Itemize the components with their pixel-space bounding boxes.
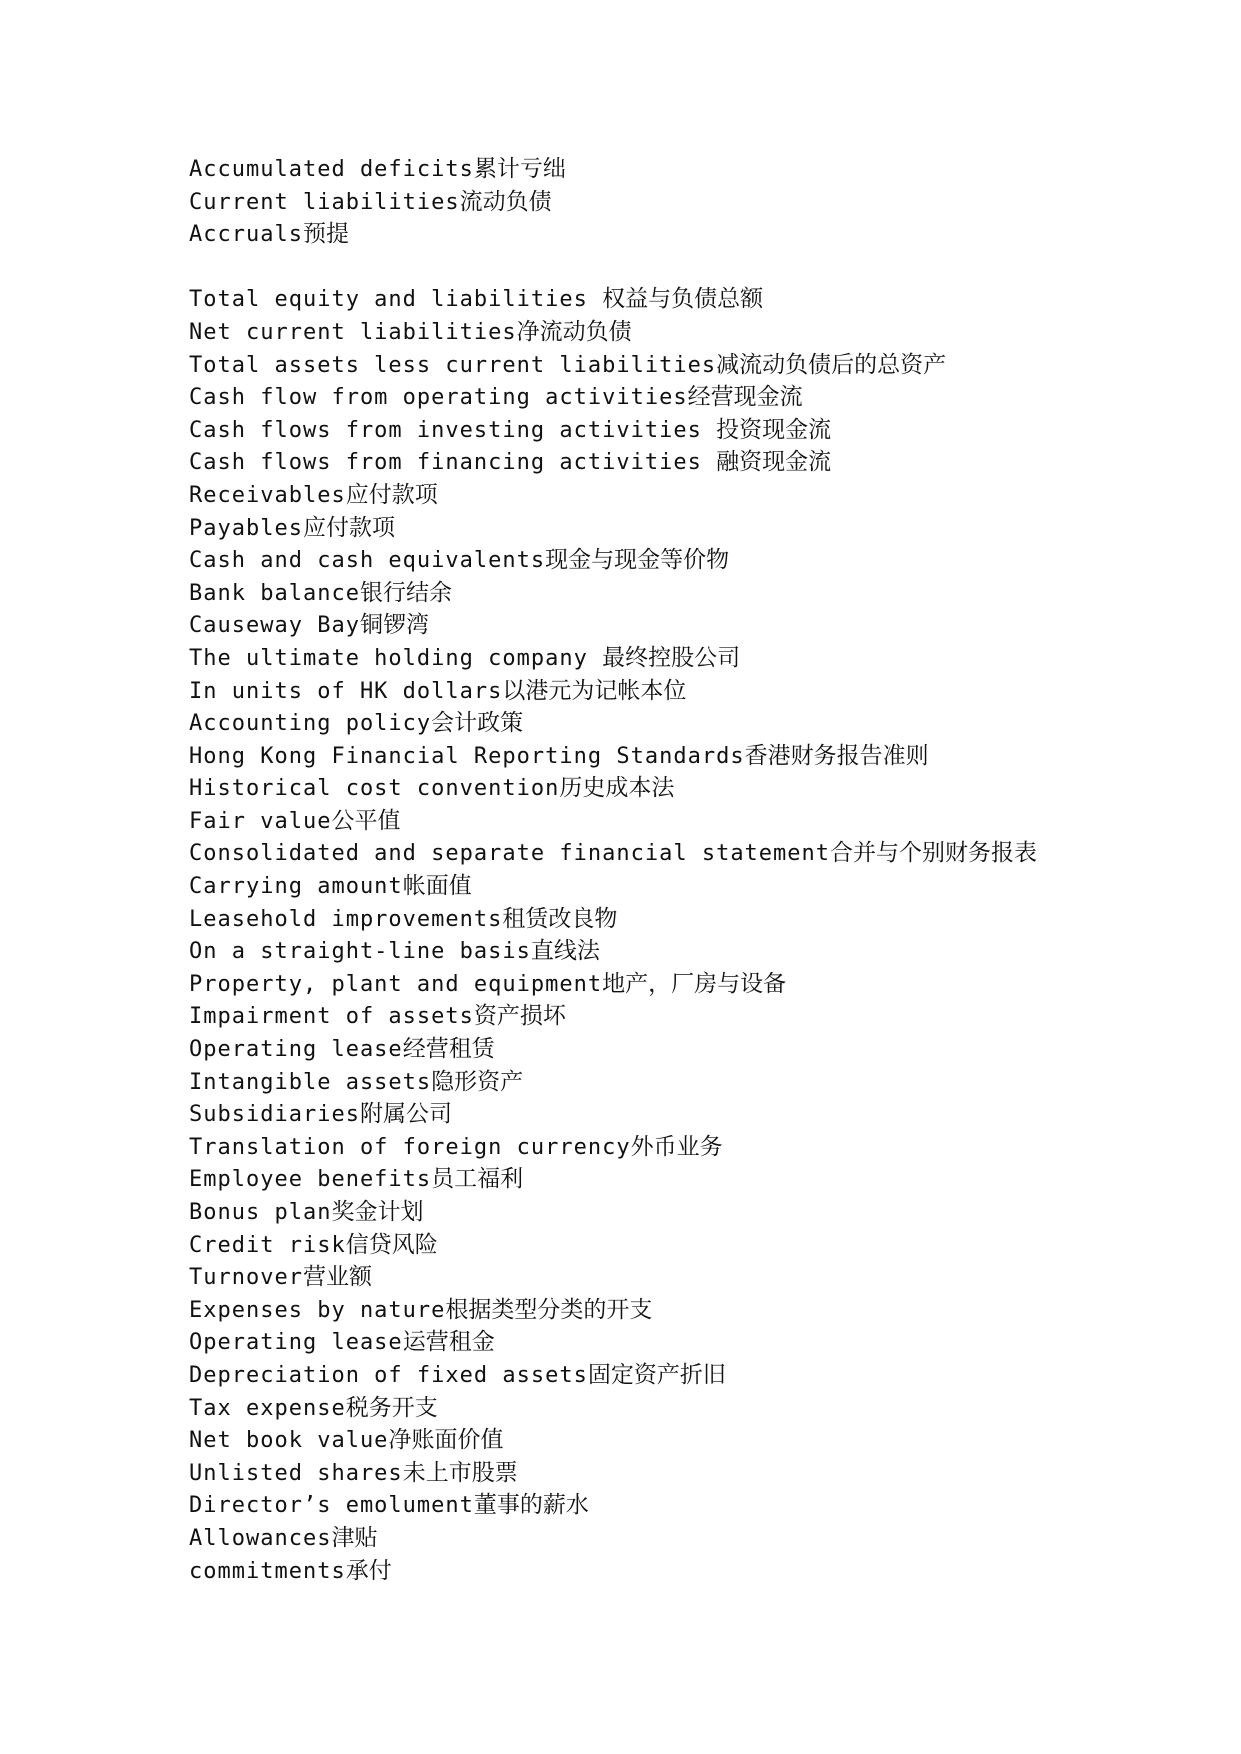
glossary-line <box>189 1098 1189 1131</box>
english-term: Turnover <box>189 1265 303 1291</box>
glossary-line <box>189 1196 1189 1229</box>
glossary-line <box>189 1000 1189 1033</box>
glossary-line <box>189 1294 1189 1327</box>
chinese-term: 经营租赁 <box>402 1036 495 1063</box>
glossary-line <box>189 837 1189 870</box>
glossary-line <box>189 349 1189 382</box>
glossary-line <box>189 1522 1189 1555</box>
english-term: Hong Kong Financial Reporting Standards <box>189 743 745 769</box>
glossary-line <box>189 1163 1189 1196</box>
chinese-term: 历史成本法 <box>559 775 675 802</box>
glossary-line <box>189 512 1189 545</box>
english-term: The ultimate holding company <box>189 645 603 671</box>
english-term: Cash flows from financing activities <box>189 450 717 476</box>
chinese-term: 根据类型分类的开支 <box>445 1296 653 1323</box>
glossary-line <box>189 707 1189 740</box>
english-term: Director’s emolument <box>189 1493 474 1519</box>
blank-line <box>189 251 1189 284</box>
chinese-term: 应付款项 <box>302 514 395 541</box>
glossary-line <box>189 609 1189 642</box>
english-term: Employee benefits <box>189 1167 432 1193</box>
english-term: Total equity and liabilities <box>189 287 603 313</box>
english-term: Carrying amount <box>189 874 403 900</box>
glossary-line <box>189 1424 1189 1457</box>
glossary-line <box>189 805 1189 838</box>
glossary-line <box>189 218 1189 251</box>
english-term: Subsidiaries <box>189 1102 360 1128</box>
glossary-line <box>189 772 1189 805</box>
chinese-term: 应付款项 <box>345 481 438 508</box>
glossary-line <box>189 1359 1189 1392</box>
english-term: Net current liabilities <box>189 319 517 345</box>
english-term: commitments <box>189 1558 346 1584</box>
chinese-term: 资产损坏 <box>473 1003 566 1030</box>
chinese-term: 奖金计划 <box>331 1199 424 1225</box>
chinese-term: 净账面价值 <box>388 1427 504 1454</box>
english-term: Historical cost convention <box>189 776 560 802</box>
chinese-term: 直线法 <box>530 938 600 965</box>
glossary-line <box>189 1229 1189 1262</box>
chinese-term: 现金与现金等价物 <box>545 547 730 574</box>
english-term: In units of HK dollars <box>189 678 503 704</box>
english-term: Accruals <box>189 222 303 248</box>
chinese-term: 税务开支 <box>345 1394 438 1421</box>
glossary-term-list <box>189 153 1189 1587</box>
glossary-line <box>189 675 1189 708</box>
chinese-term: 津贴 <box>331 1524 378 1551</box>
english-term: Receivables <box>189 482 346 508</box>
chinese-term: 最终控股公司 <box>602 644 741 671</box>
glossary-line <box>189 1033 1189 1066</box>
english-term: Expenses by nature <box>189 1297 446 1323</box>
chinese-term: 帐面值 <box>402 873 472 900</box>
chinese-term: 董事的薪水 <box>473 1492 589 1519</box>
glossary-line <box>189 577 1189 610</box>
english-term: Cash flows from investing activities <box>189 417 717 443</box>
chinese-term: 租赁改良物 <box>502 905 618 932</box>
english-term: Operating lease <box>189 1330 403 1356</box>
chinese-term: 合并与个别财务报表 <box>830 840 1038 867</box>
chinese-term: 权益与负债总额 <box>602 286 764 313</box>
english-term: Accounting policy <box>189 711 432 737</box>
chinese-term: 净流动负债 <box>516 318 632 345</box>
english-term: Bank balance <box>189 580 360 606</box>
english-term: Translation of foreign currency <box>189 1134 631 1160</box>
chinese-term: 累计亏绌 <box>473 156 566 182</box>
chinese-term: 承付 <box>345 1557 392 1584</box>
glossary-line <box>189 316 1189 349</box>
chinese-term: 营业额 <box>302 1264 372 1291</box>
glossary-line <box>189 935 1189 968</box>
glossary-line <box>189 1326 1189 1359</box>
chinese-term: 以港元为记帐本位 <box>502 677 687 704</box>
chinese-term: 铜锣湾 <box>359 612 429 639</box>
glossary-line <box>189 740 1189 773</box>
glossary-line <box>189 1489 1189 1522</box>
english-term: Fair value <box>189 808 332 834</box>
english-term: Impairment of assets <box>189 1004 474 1030</box>
chinese-term: 固定资产折旧 <box>587 1361 726 1388</box>
glossary-line <box>189 903 1189 936</box>
english-term: Allowances <box>189 1525 332 1551</box>
english-term: Net book value <box>189 1428 389 1454</box>
glossary-line <box>189 1066 1189 1099</box>
english-term: Causeway Bay <box>189 613 360 639</box>
chinese-term: 信贷风险 <box>345 1231 438 1258</box>
english-term: Operating lease <box>189 1037 403 1063</box>
english-term: Payables <box>189 515 303 541</box>
english-term: Leasehold improvements <box>189 906 503 932</box>
chinese-term: 会计政策 <box>431 710 524 737</box>
glossary-line <box>189 1261 1189 1294</box>
glossary-line <box>189 414 1189 447</box>
english-term: Intangible assets <box>189 1069 432 1095</box>
glossary-line <box>189 1555 1189 1588</box>
glossary-line <box>189 968 1189 1001</box>
glossary-line <box>189 642 1189 675</box>
glossary-line <box>189 1131 1189 1164</box>
english-term: Credit risk <box>189 1232 346 1258</box>
glossary-line <box>189 479 1189 512</box>
english-term: Current liabilities <box>189 189 460 215</box>
english-term: Property, plant and equipment <box>189 971 603 997</box>
chinese-term: 银行结余 <box>359 579 452 606</box>
glossary-line <box>189 544 1189 577</box>
english-term: Cash flow from operating activities <box>189 385 688 411</box>
chinese-term: 员工福利 <box>431 1166 524 1193</box>
chinese-term: 预提 <box>302 221 349 248</box>
chinese-term: 外币业务 <box>630 1133 723 1160</box>
glossary-line <box>189 446 1189 479</box>
chinese-term: 地产，厂房与设备 <box>602 970 787 997</box>
glossary-line <box>189 1392 1189 1425</box>
glossary-line <box>189 283 1189 316</box>
glossary-line <box>189 153 1189 186</box>
chinese-term: 融资现金流 <box>716 449 832 476</box>
glossary-line <box>189 381 1189 414</box>
chinese-term: 减流动负债后的总资产 <box>716 351 947 378</box>
english-term: Cash and cash equivalents <box>189 548 546 574</box>
chinese-term: 经营现金流 <box>687 384 803 411</box>
glossary-line <box>189 870 1189 903</box>
chinese-term: 投资现金流 <box>716 416 832 443</box>
chinese-term: 运营租金 <box>402 1329 495 1356</box>
english-term: Total assets less current liabilities <box>189 352 717 378</box>
glossary-line <box>189 186 1189 219</box>
chinese-term: 未上市股票 <box>402 1459 518 1486</box>
english-term: Accumulated deficits <box>189 157 474 182</box>
english-term: Bonus plan <box>189 1200 332 1225</box>
chinese-term: 附属公司 <box>359 1101 452 1128</box>
english-term: Tax expense <box>189 1395 346 1421</box>
chinese-term: 隐形资产 <box>431 1068 524 1095</box>
chinese-term: 香港财务报告准则 <box>744 742 929 769</box>
english-term: Depreciation of fixed assets <box>189 1362 588 1388</box>
english-term: Unlisted shares <box>189 1460 403 1486</box>
chinese-term: 公平值 <box>331 807 401 834</box>
english-term: Consolidated and separate financial statement <box>189 841 831 867</box>
english-term: On a straight-line basis <box>189 939 531 965</box>
chinese-term: 流动负债 <box>459 188 552 215</box>
glossary-line <box>189 1457 1189 1490</box>
